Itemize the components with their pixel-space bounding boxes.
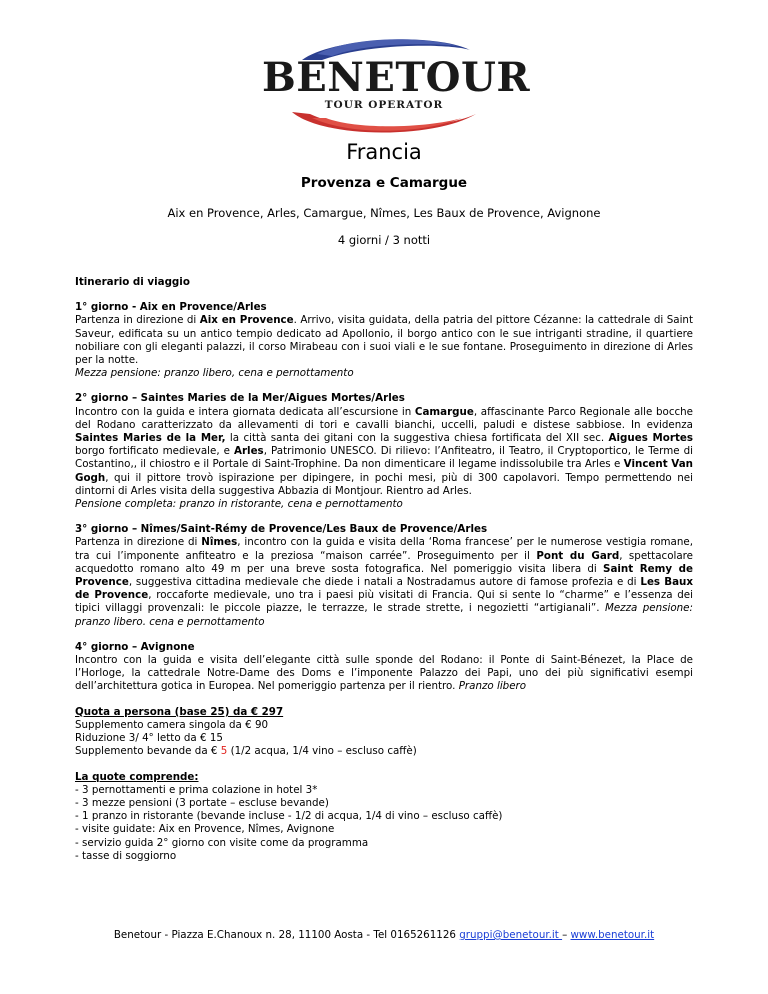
itinerary-heading: Itinerario di viaggio	[75, 276, 190, 288]
itinerary-content	[75, 276, 693, 875]
pricing-section	[75, 706, 693, 759]
day3-section: 3° giorno – Nîmes/Saint-Rémy de Provence/Les Baux de Provence/Arles Partenza in direzione di Nîmes, incontro con la guida e visita della ‘Roma francese’ per le numerose vestigia romane, tra cui l’imponente anfiteatro e la preziosa “maison carrée”. Proseguimento per il Pont du Gard, spettacolare acquedotto romano alto 49 m per una breve sosta fotografica. Nel pomeriggio visita libera di Saint Remy de Provence, suggestiva cittadina medievale che diede i natali a Nostradamus autore di famose profezia e di Les Baux de Provence, roccaforte medievale, uno tra i paesi più visitati di Francia. Qui si sente lo “charme” e l’essenza dei tipici villaggi provenzali: le piccole piazze, le terrazze, le strade strette, i negozietti “artigianali”. Mezza pensione: pranzo libero. cena e pernottamento	[75, 523, 694, 628]
tour-title: Provenza e Camargue	[300, 175, 468, 191]
day1-section: 1° giorno - Aix en Provence/Arles Partenza in direzione di Aix en Provence. Arrivo, visita guidata, della patria del pittore Cézanne: la cattedrale di Saint Saveur, edificata su un antico tempio dedicato ad Apollonio, il borgo antico con le sue intriganti stradine, il quartiere nobiliare con gli eleganti palazzi, il corso Mirabeau con i suoi viali e le sue fontane. Proseguimento in direzione di Arles per la notte. Mezza pensione: pranzo libero, cena e pernottamento	[75, 301, 693, 380]
day3-meals: Mezza pensione: pranzo libero. cena e pernottamento	[75, 602, 693, 628]
email-link[interactable]: gruppi@benetour.it	[459, 929, 563, 941]
day4-section: 4° giorno – Avignone Incontro con la guida e visita dell’elegante città sulle sponde del Rodano: il Ponte di Saint-Bénezet, la Place de l’Horloge, la cattedrale Notre-Dame des Doms e l’imponente Palazzo dei Papi, uno dei più significativi esempi dell’architettura gotica in Europea. Nel pomeriggio partenza per il rientro. Pranzo libero	[75, 640, 693, 693]
includes-section	[75, 771, 693, 863]
tour-cities: Aix en Provence, Arles, Camargue, Nîmes, Les Baux de Provence, Avignone	[167, 206, 601, 220]
list-item: - 3 mezze pensioni (3 portate – escluse bevande)	[75, 796, 329, 809]
day4-meals: Pranzo libero	[458, 680, 527, 693]
price-reduction: Riduzione 3/ 4° letto da € 15	[75, 732, 223, 745]
benetour-logo	[262, 30, 531, 145]
footer: Benetour - Piazza E.Chanoux n. 28, 11100 Aosta - Tel 0165261126 gruppi@benetour.it – www.benetour.it	[113, 929, 655, 941]
day2-meals: Pensione completa: pranzo in ristorante, cena e pernottamento	[75, 498, 403, 511]
website-link[interactable]: www.benetour.it	[570, 929, 655, 941]
price-single: Supplemento camera singola da € 90	[75, 718, 269, 731]
price-drinks: Supplemento bevande da € 5 (1/2 acqua, 1/4 vino – escluso caffè)	[75, 745, 417, 758]
day3-title: 3° giorno – Nîmes/Saint-Rémy de Provence/Les Baux de Provence/Arles	[75, 523, 488, 536]
logo-tagline: TOUR OPERATOR	[324, 99, 444, 111]
day2-section: 2° giorno – Saintes Maries de la Mer/Aigues Mortes/Arles Incontro con la guida e intera giornata dedicata all’escursione in Camargue, affascinante Parco Regionale alle bocche del Rodano caratterizzato da allevamenti di tori e cavalli bianchi, uccelli, paludi e distese sabbiose. In evidenza Saintes Maries de la Mer, la città santa dei gitani con la suggestiva chiesa fortificata del XII sec. Aigues Mortes borgo fortificato medievale, e Arles, Patrimonio UNESCO. Di rilievo: l’Anfiteatro, il Teatro, il Cryptoportico, le Terme di Costantino,, il chiostro e il Portale di Saint-Trophine. Da non dimenticare il legame indissolubile tra Arles e Vincent Van Gogh, qui il pittore trovò ispirazione per dipingere, in pochi mesi, più di 300 capolavori. Tempo permettendo nei dintorni di Arles visita della suggestiva Abbazia di Montjour. Rientro ad Arles. Pensione completa: pranzo in ristorante, cena e pernottamento	[75, 392, 693, 511]
price-title: Quota a persona (base 25) da € 297	[75, 705, 284, 718]
day4-title: 4° giorno – Avignone	[75, 640, 195, 653]
footer-address: Benetour - Piazza E.Chanoux n. 28, 11100 Aosta - Tel 0165261126	[113, 929, 460, 941]
day1-meals: Mezza pensione: pranzo libero, cena e pernottamento	[75, 367, 354, 380]
list-item: - 3 pernottamenti e prima colazione in hotel 3*	[75, 783, 318, 796]
includes-title: La quote comprende:	[75, 770, 199, 783]
list-item: - 1 pranzo in ristorante (bevande incluse - 1/2 di acqua, 1/4 di vino – escluso caffè)	[75, 810, 503, 823]
tour-duration: 4 giorni / 3 notti	[337, 233, 431, 247]
logo-brand: BENETOUR	[262, 54, 531, 101]
day1-title: 1° giorno - Aix en Provence/Arles	[75, 301, 267, 314]
country-title: Francia	[346, 140, 422, 164]
list-item: - tasse di soggiorno	[75, 849, 177, 862]
day2-title: 2° giorno – Saintes Maries de la Mer/Aigues Mortes/Arles	[75, 392, 405, 405]
list-item: - servizio guida 2° giorno con visite come da programma	[75, 836, 369, 849]
list-item: - visite guidate: Aix en Provence, Nîmes, Avignone	[75, 823, 335, 836]
